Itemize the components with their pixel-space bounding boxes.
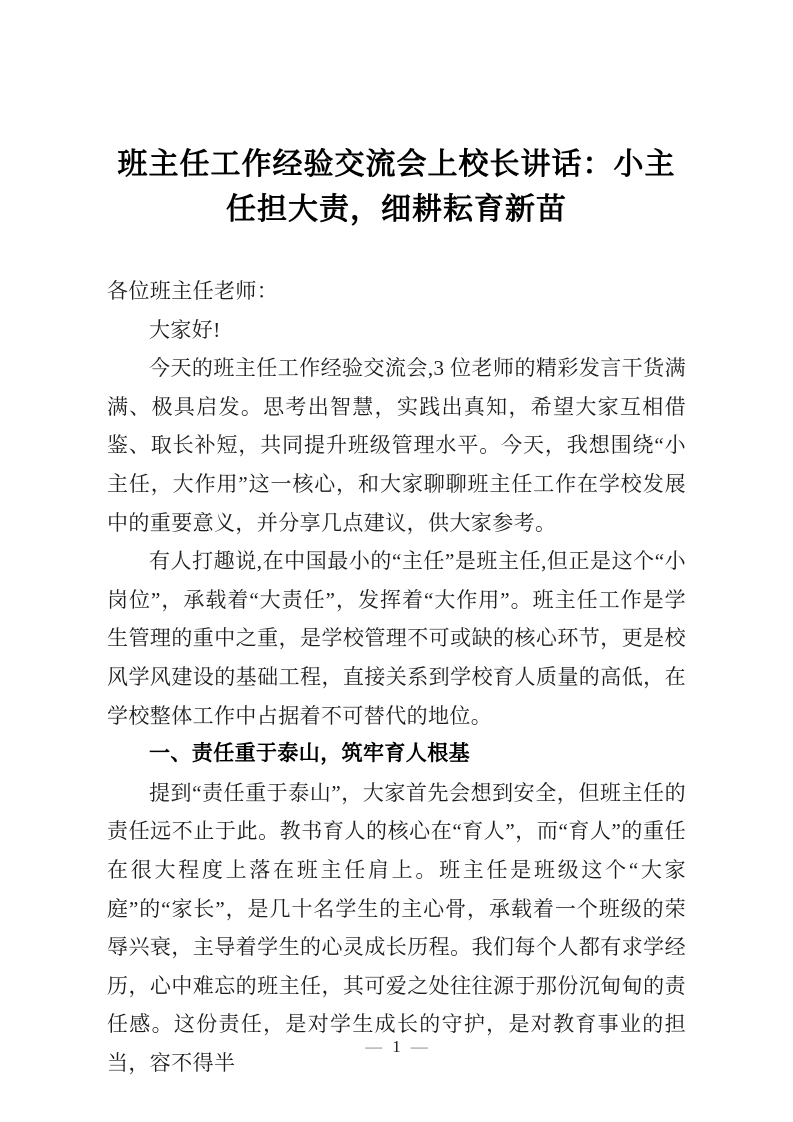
section-1-heading: 一、责任重于泰山，筑牢育人根基 — [149, 742, 470, 766]
document-title: 班主任工作经验交流会上校长讲话：小主任担大责，细耕耘育新苗 — [117, 148, 676, 226]
page-number: 1 — [392, 1037, 401, 1056]
salutation: 各位班主任老师： — [107, 279, 279, 303]
footer-dash-left: — — [365, 1037, 383, 1056]
paragraph-intro: 今天的班主任工作经验交流会,3 位老师的精彩发言干货满满、极具启发。思考出智慧，实践出真知，希望大家互相借鉴、取长补短，共同提升班级管理水平。今天，我想围绕“小主任，大作用”这一核心，和大家聊聊班主任工作在学校发展中的重要意义，并分享几点建议，供大家参考。 — [107, 356, 686, 535]
document-body — [107, 272, 686, 1082]
page-footer — [0, 1036, 793, 1058]
section-1-paragraph: 提到“责任重于泰山”，大家首先会想到安全，但班主任的责任远不止于此。教书育人的核心在“育人”，而“育人”的重任在很大程度上落在班主任肩上。班主任是班级这个“大家庭”的“家长”，是几十名学生的主心骨，承载着一个班级的荣辱兴衰，主导着学生的心灵成长历程。我们每个人都有求学经历，心中难忘的班主任，其可爱之处往往源于那份沉甸甸的责任感。这份责任，是对学生成长的守护，是对教育事业的担当，容不得半 — [107, 780, 686, 1075]
document-content — [107, 0, 686, 1082]
greeting: 大家好! — [149, 317, 221, 342]
footer-dash-right: — — [410, 1037, 428, 1056]
paragraph-small-post-big-role: 有人打趣说,在中国最小的“主任”是班主任,但正是这个“小岗位”，承载着“大责任”，发挥着“大作用”。班主任工作是学生管理的重中之重，是学校管理不可或缺的核心环节，更是校风学风建设的基础工程，直接关系到学校育人质量的高低，在学校整体工作中占据着不可替代的地位。 — [107, 549, 686, 728]
